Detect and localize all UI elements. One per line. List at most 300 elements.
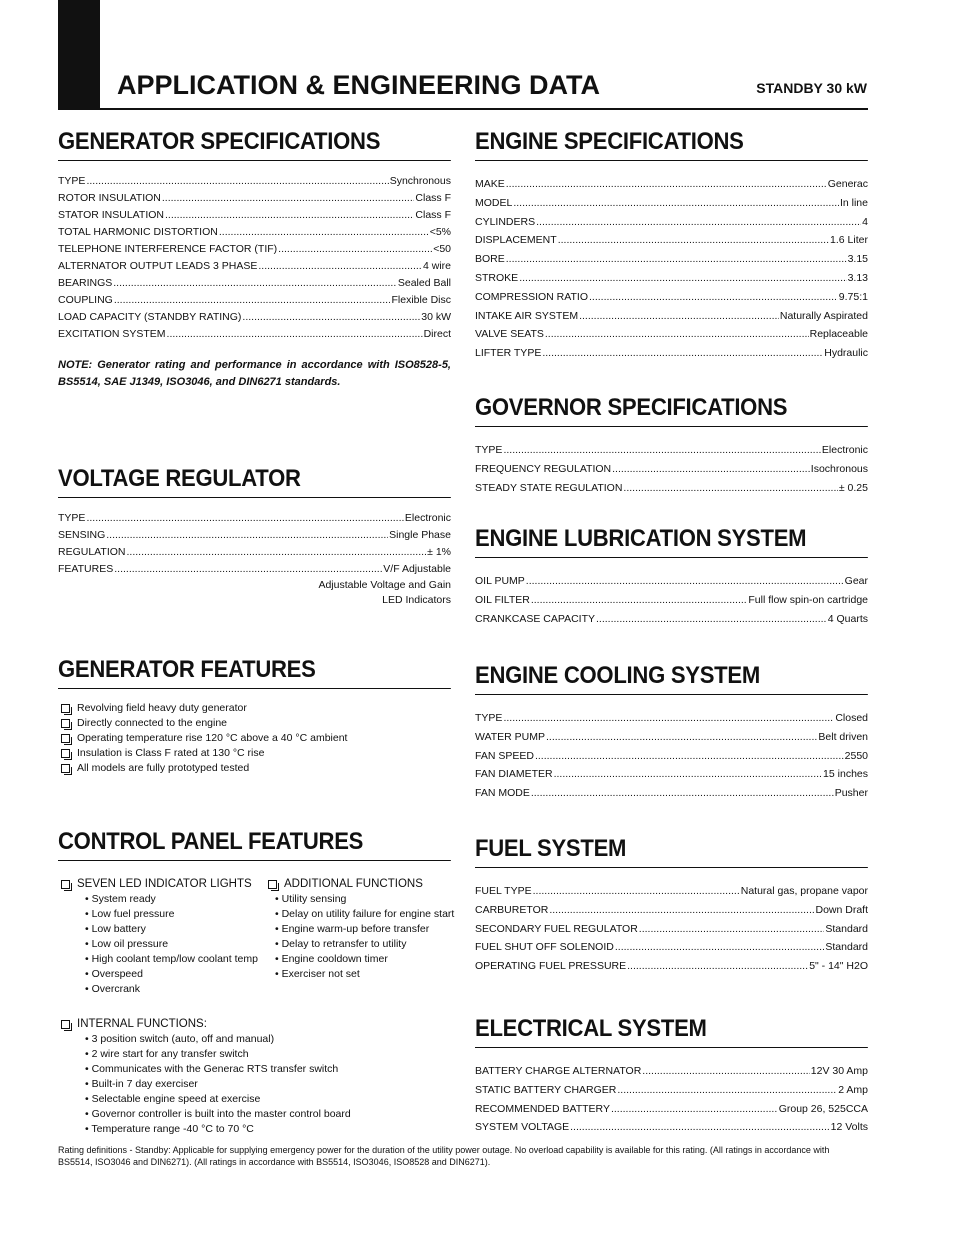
bullet-text: Overcrank — [91, 983, 141, 995]
led-heading: SEVEN LED INDICATOR LIGHTS — [58, 877, 268, 892]
feature-item — [58, 731, 451, 746]
standby-rating: STANDBY 30 kW — [756, 80, 867, 96]
spec-value: Isochronous — [810, 462, 868, 475]
spec-key: CYLINDERS — [475, 215, 536, 228]
bullet-text: High coolant temp/low coolant temp — [91, 953, 258, 965]
spec-key: CARBURETOR — [475, 903, 549, 916]
spec-row — [475, 1081, 868, 1100]
bullet-item — [265, 937, 465, 952]
leader-dots — [642, 1062, 809, 1081]
leader-dots — [535, 747, 844, 766]
spec-value: 9.75:1 — [838, 290, 868, 303]
spec-row — [475, 441, 868, 460]
spec-key: VALVE SEATS — [475, 328, 544, 341]
spec-list — [475, 709, 868, 803]
spec-key: SYSTEM VOLTAGE — [475, 1121, 570, 1134]
leader-dots — [86, 510, 403, 527]
spec-value: Group 26, 525CCA — [778, 1102, 868, 1115]
spec-key: SENSING — [58, 529, 106, 541]
voltage-regulator — [58, 465, 451, 608]
bullet-text: Utility sensing — [281, 893, 347, 905]
bullet-text: Built-in 7 day exerciser — [91, 1078, 198, 1090]
bullet-text: Overspeed — [91, 968, 143, 980]
internal-items — [58, 1032, 451, 1137]
leader-dots — [639, 920, 825, 939]
bullet-item — [265, 892, 465, 907]
section-title: ENGINE COOLING SYSTEM — [475, 662, 868, 695]
spec-value: Class F — [415, 192, 451, 204]
spec-row — [475, 901, 868, 920]
spec-key: STEADY STATE REGULATION — [475, 481, 623, 494]
leader-dots — [167, 326, 423, 343]
spec-value: Single Phase — [389, 529, 451, 541]
spec-value: Naturally Aspirated — [779, 309, 868, 322]
bullet-item — [58, 922, 268, 937]
spec-key: TYPE — [58, 512, 86, 524]
leader-dots — [570, 1118, 829, 1137]
spec-value: Natural gas, propane vapor — [740, 885, 868, 897]
spec-key: EXCITATION SYSTEM — [58, 328, 166, 340]
spec-list — [475, 441, 868, 497]
spec-row — [58, 527, 451, 544]
bullet-item — [58, 952, 268, 967]
bullet-dot-icon: • — [85, 953, 92, 965]
spec-value: 3.15 — [847, 253, 868, 266]
spec-key: TYPE — [475, 444, 503, 456]
spec-value: 4 Quarts — [827, 612, 868, 625]
spec-value: 2550 — [844, 749, 868, 762]
bullet-dot-icon: • — [275, 923, 282, 935]
spec-row — [475, 194, 868, 213]
spec-key: BEARINGS — [58, 277, 113, 289]
bullet-item — [58, 1107, 451, 1122]
spec-row — [58, 544, 451, 561]
spec-key: RECOMMENDED BATTERY — [475, 1102, 610, 1115]
spec-row — [58, 292, 451, 309]
bullet-text: Communicates with the Generac RTS transfer switch — [91, 1063, 339, 1075]
checkbox-icon — [61, 880, 70, 889]
spec-row — [475, 344, 868, 363]
spec-key: CRANKCASE CAPACITY — [475, 612, 595, 625]
bullet-item — [58, 1047, 451, 1062]
spec-row — [58, 241, 451, 258]
section-title: ENGINE LUBRICATION SYSTEM — [475, 525, 868, 558]
spec-value: 5" - 14" H2O — [809, 960, 868, 973]
bullet-dot-icon: • — [85, 1048, 92, 1060]
leader-dots — [162, 190, 415, 207]
checkbox-icon — [61, 704, 70, 713]
leader-dots — [549, 901, 814, 920]
bullet-text: Exerciser not set — [281, 968, 360, 980]
led-items — [58, 892, 268, 997]
spec-row — [475, 213, 868, 232]
spec-row — [58, 173, 451, 190]
bullet-dot-icon: • — [85, 908, 92, 920]
spec-key: LOAD CAPACITY (STANDBY RATING) — [58, 311, 242, 323]
feature-text: Insulation is Class F rated at 130 °C rise — [77, 747, 265, 759]
spec-row — [475, 479, 868, 498]
spec-key: TYPE — [58, 175, 86, 187]
bullet-item — [58, 1092, 451, 1107]
checkbox-icon — [268, 880, 277, 889]
spec-row — [475, 1100, 868, 1119]
spec-row — [475, 231, 868, 250]
spec-value: 30 kW — [421, 311, 451, 323]
spec-key: REGULATION — [58, 546, 126, 558]
leader-dots — [545, 325, 809, 344]
spec-value: Hydraulic — [824, 347, 868, 360]
spec-value: 15 inches — [823, 768, 868, 781]
spec-row — [475, 460, 868, 479]
spec-key: MAKE — [475, 178, 505, 190]
leader-dots — [165, 207, 414, 224]
spec-list — [58, 510, 451, 578]
feature-text: All models are fully prototyped tested — [77, 762, 250, 774]
spec-value: Sealed Ball — [397, 277, 451, 289]
checkbox-icon — [61, 734, 70, 743]
spec-value: Electronic — [821, 444, 868, 456]
spec-value: Closed — [835, 712, 868, 724]
feature-list — [58, 701, 451, 776]
spec-row — [475, 957, 868, 976]
checkbox-icon — [61, 764, 70, 773]
spec-row — [475, 269, 868, 288]
spec-value: 2 Amp — [838, 1083, 868, 1096]
spec-key: COMPRESSION RATIO — [475, 290, 588, 303]
spec-row — [58, 510, 451, 527]
spec-row — [475, 175, 868, 194]
bullet-dot-icon: • — [275, 968, 282, 980]
spec-key: STATIC BATTERY CHARGER — [475, 1083, 617, 1096]
section-title: FUEL SYSTEM — [475, 835, 868, 868]
leader-dots — [526, 572, 844, 591]
bullet-text: System ready — [91, 893, 156, 905]
additional-heading: ADDITIONAL FUNCTIONS — [265, 877, 465, 892]
spec-value: Full flow spin-on cartridge — [748, 593, 868, 606]
bullet-dot-icon: • — [85, 983, 92, 995]
spec-list — [475, 572, 868, 628]
leader-dots — [546, 728, 817, 747]
spec-value: Class F — [415, 209, 451, 221]
leader-dots — [589, 288, 838, 307]
section-title: GOVERNOR SPECIFICATIONS — [475, 394, 868, 427]
generator-features — [58, 656, 451, 776]
bullet-item — [265, 907, 465, 922]
bullet-dot-icon: • — [85, 1123, 92, 1135]
spec-key: BORE — [475, 253, 505, 266]
spec-row — [58, 190, 451, 207]
section-title: VOLTAGE REGULATOR — [58, 465, 451, 498]
feature-text: Operating temperature rise 120 °C above a 40 °C ambient — [77, 732, 348, 744]
checkbox-icon — [61, 749, 70, 758]
spec-row — [58, 258, 451, 275]
leader-dots — [617, 1081, 837, 1100]
indicator-columns — [58, 877, 455, 1007]
feature-line: LED Indicators — [382, 594, 451, 606]
spec-value: 12 Volts — [830, 1121, 868, 1134]
spec-value: 1.6 Liter — [830, 234, 868, 247]
spec-key: COUPLING — [58, 294, 113, 306]
spec-key: FAN DIAMETER — [475, 768, 553, 781]
engine-lubrication-system — [475, 525, 868, 628]
spec-value: Standard — [825, 941, 868, 954]
leader-dots — [506, 250, 847, 269]
spec-value: Generac — [827, 178, 868, 190]
spec-row — [475, 765, 868, 784]
bullet-item — [58, 967, 268, 982]
internal-heading: INTERNAL FUNCTIONS: — [58, 1017, 451, 1032]
leader-dots — [86, 173, 388, 190]
led-indicator-group — [58, 877, 268, 997]
spec-row — [58, 207, 451, 224]
section-title: GENERATOR SPECIFICATIONS — [58, 128, 451, 161]
internal-functions-group — [58, 1017, 451, 1137]
bullet-dot-icon: • — [85, 968, 92, 980]
spec-key: FEATURES — [58, 563, 114, 575]
spec-key: FAN SPEED — [475, 749, 534, 762]
spec-row — [475, 709, 868, 728]
leader-dots — [531, 591, 748, 610]
bullet-text: Low oil pressure — [91, 938, 169, 950]
engine-cooling-system — [475, 662, 868, 803]
fuel-system — [475, 835, 868, 976]
additional-functions-group — [265, 877, 465, 982]
bullet-dot-icon: • — [85, 938, 92, 950]
section-title: GENERATOR FEATURES — [58, 656, 451, 689]
additional-items — [265, 892, 465, 982]
checkbox-icon — [61, 1020, 70, 1029]
leader-dots — [536, 213, 861, 232]
bullet-item — [58, 1077, 451, 1092]
bullet-dot-icon: • — [85, 1078, 92, 1090]
spec-row — [475, 1118, 868, 1137]
bullet-item — [58, 892, 268, 907]
title-rule — [100, 108, 868, 110]
electrical-system — [475, 1015, 868, 1137]
bullet-item — [58, 982, 268, 997]
spec-value: Belt driven — [818, 730, 868, 743]
spec-value: V/F Adjustable — [383, 563, 451, 575]
leader-dots — [554, 765, 822, 784]
rating-footnote: Rating definitions - Standby: Applicable for supplying emergency power for the duration of the utility power outage. No overload capability is available for this rating. (All ratings in accordance with BS5514, ISO3046 and DIN6271). (All ratings in accordance with BS5514, ISO3046, ISO8528 and DIN6271). — [58, 1145, 830, 1167]
spec-key: FUEL SHUT OFF SOLENOID — [475, 941, 614, 954]
leader-dots — [596, 610, 827, 629]
spec-value: In line — [839, 196, 868, 209]
feature-item — [58, 716, 451, 731]
spec-key: FUEL TYPE — [475, 885, 532, 897]
spec-row — [475, 250, 868, 269]
feature-item — [58, 701, 451, 716]
bullet-dot-icon: • — [275, 938, 282, 950]
engine-specifications — [475, 128, 868, 363]
spec-row — [58, 224, 451, 241]
spec-value: Flexible Disc — [391, 294, 451, 306]
leader-dots — [623, 479, 837, 498]
bullet-dot-icon: • — [275, 893, 282, 905]
spec-row — [58, 561, 451, 578]
spec-value: Standard — [825, 922, 868, 935]
spec-row — [475, 784, 868, 803]
bullet-dot-icon: • — [85, 1093, 92, 1105]
spec-key: WATER PUMP — [475, 730, 545, 743]
bullet-text: Governor controller is built into the master control board — [91, 1108, 351, 1120]
leader-dots — [611, 1100, 778, 1119]
spec-value: Replaceable — [809, 328, 868, 341]
spec-value: Electronic — [404, 512, 451, 524]
bullet-item — [58, 937, 268, 952]
spec-value: Pusher — [834, 787, 868, 800]
bullet-item — [58, 1062, 451, 1077]
spec-key: INTAKE AIR SYSTEM — [475, 309, 579, 322]
bullet-item — [265, 952, 465, 967]
spec-value: 4 wire — [422, 260, 451, 272]
bullet-text: Low fuel pressure — [91, 908, 175, 920]
spec-row — [475, 288, 868, 307]
leader-dots — [258, 258, 422, 275]
section-title: ENGINE SPECIFICATIONS — [475, 128, 868, 161]
spec-key: TYPE — [475, 712, 503, 724]
bullet-item — [58, 1032, 451, 1047]
header-black-bar — [58, 0, 100, 110]
feature-line: Adjustable Voltage and Gain — [318, 579, 451, 591]
bullet-dot-icon: • — [85, 1108, 92, 1120]
bullet-text: Selectable engine speed at exercise — [91, 1093, 261, 1105]
bullet-text: Low battery — [91, 923, 146, 935]
bullet-item — [58, 907, 268, 922]
bullet-dot-icon: • — [85, 923, 92, 935]
page-title: APPLICATION & ENGINEERING DATA — [117, 70, 601, 100]
spec-key: OPERATING FUEL PRESSURE — [475, 960, 627, 973]
spec-key: ALTERNATOR OUTPUT LEADS 3 PHASE — [58, 260, 258, 272]
spec-key: MODEL — [475, 196, 513, 209]
leader-dots — [114, 292, 391, 309]
governor-specifications — [475, 394, 868, 497]
bullet-text: Delay to retransfer to utility — [281, 938, 407, 950]
spec-row — [475, 728, 868, 747]
spec-key: FREQUENCY REGULATION — [475, 462, 612, 475]
spec-row — [58, 275, 451, 292]
feature-item — [58, 746, 451, 761]
bullet-text: 2 wire start for any transfer switch — [91, 1048, 249, 1060]
leader-dots — [627, 957, 808, 976]
spec-row — [475, 325, 868, 344]
spec-key: SECONDARY FUEL REGULATOR — [475, 922, 638, 935]
spec-row — [475, 572, 868, 591]
spec-row — [475, 610, 868, 629]
spec-value: 3.13 — [847, 271, 868, 284]
leader-dots — [506, 175, 827, 194]
leader-dots — [126, 544, 426, 561]
spec-row — [475, 747, 868, 766]
leader-dots — [542, 344, 823, 363]
leader-dots — [113, 275, 397, 292]
leader-dots — [612, 460, 810, 479]
section-title: CONTROL PANEL FEATURES — [58, 828, 451, 861]
leader-dots — [242, 309, 420, 326]
section-title: ELECTRICAL SYSTEM — [475, 1015, 868, 1048]
spec-value: Gear — [844, 575, 868, 587]
spec-value: <5% — [429, 226, 451, 238]
spec-key: DISPLACEMENT — [475, 234, 557, 247]
spec-row — [475, 920, 868, 939]
spec-key: TELEPHONE INTERFERENCE FACTOR (TIF) — [58, 243, 278, 255]
spec-value: Down Draft — [815, 903, 868, 916]
bullet-text: Engine warm-up before transfer — [281, 923, 430, 935]
leader-dots — [278, 241, 432, 258]
spec-value: Direct — [423, 328, 451, 340]
checkbox-icon — [61, 719, 70, 728]
spec-value: ± 0.25 — [838, 481, 868, 494]
spec-value: Synchronous — [389, 175, 451, 187]
spec-row — [475, 882, 868, 901]
bullet-dot-icon: • — [85, 1063, 92, 1075]
leader-dots — [558, 231, 829, 250]
spec-key: FAN MODE — [475, 787, 530, 800]
leader-dots — [615, 938, 825, 957]
spec-row — [475, 307, 868, 326]
bullet-item — [58, 1122, 451, 1137]
standards-note: NOTE: Generator rating and performance in accordance with ISO8528-5, BS5514, SAE J1349, ISO3046, and DIN6271 standards. — [58, 359, 451, 388]
leader-dots — [503, 709, 834, 728]
leader-dots — [533, 882, 740, 901]
bullet-text: Delay on utility failure for engine start — [281, 908, 455, 920]
leader-dots — [106, 527, 388, 544]
spec-value: 4 — [862, 215, 868, 228]
spec-key: BATTERY CHARGE ALTERNATOR — [475, 1065, 642, 1077]
spec-key: ROTOR INSULATION — [58, 192, 161, 204]
bullet-text: Engine cooldown timer — [281, 953, 388, 965]
spec-row — [475, 938, 868, 957]
spec-value: ± 1% — [427, 546, 451, 558]
spec-list — [58, 173, 451, 343]
bullet-item — [265, 967, 465, 982]
leader-dots — [219, 224, 429, 241]
feature-text: Directly connected to the engine — [77, 717, 228, 729]
bullet-item — [265, 922, 465, 937]
spec-list — [475, 882, 868, 976]
leader-dots — [579, 307, 779, 326]
spec-row — [475, 1062, 868, 1081]
spec-value: <50 — [433, 243, 451, 255]
leader-dots — [531, 784, 834, 803]
spec-list — [475, 1062, 868, 1137]
bullet-dot-icon: • — [275, 953, 282, 965]
spec-row — [475, 591, 868, 610]
feature-item — [58, 761, 451, 776]
leader-dots — [114, 561, 382, 578]
leader-dots — [513, 194, 839, 213]
spec-key: STATOR INSULATION — [58, 209, 164, 221]
bullet-dot-icon: • — [275, 908, 282, 920]
leader-dots — [503, 441, 820, 460]
bullet-text: Temperature range -40 °C to 70 °C — [91, 1123, 254, 1135]
spec-key: LIFTER TYPE — [475, 347, 542, 360]
spec-row — [58, 326, 451, 343]
bullet-dot-icon: • — [85, 893, 92, 905]
spec-list — [475, 175, 868, 363]
leader-dots — [519, 269, 846, 288]
spec-row — [58, 309, 451, 326]
spec-key: OIL PUMP — [475, 575, 525, 587]
control-panel-features — [58, 828, 455, 1137]
bullet-text: 3 position switch (auto, off and manual) — [91, 1033, 275, 1045]
bullet-dot-icon: • — [85, 1033, 92, 1045]
spec-key: TOTAL HARMONIC DISTORTION — [58, 226, 218, 238]
feature-text: Revolving field heavy duty generator — [77, 702, 247, 714]
spec-key: OIL FILTER — [475, 593, 530, 606]
spec-key: STROKE — [475, 271, 519, 284]
generator-specifications — [58, 128, 451, 391]
